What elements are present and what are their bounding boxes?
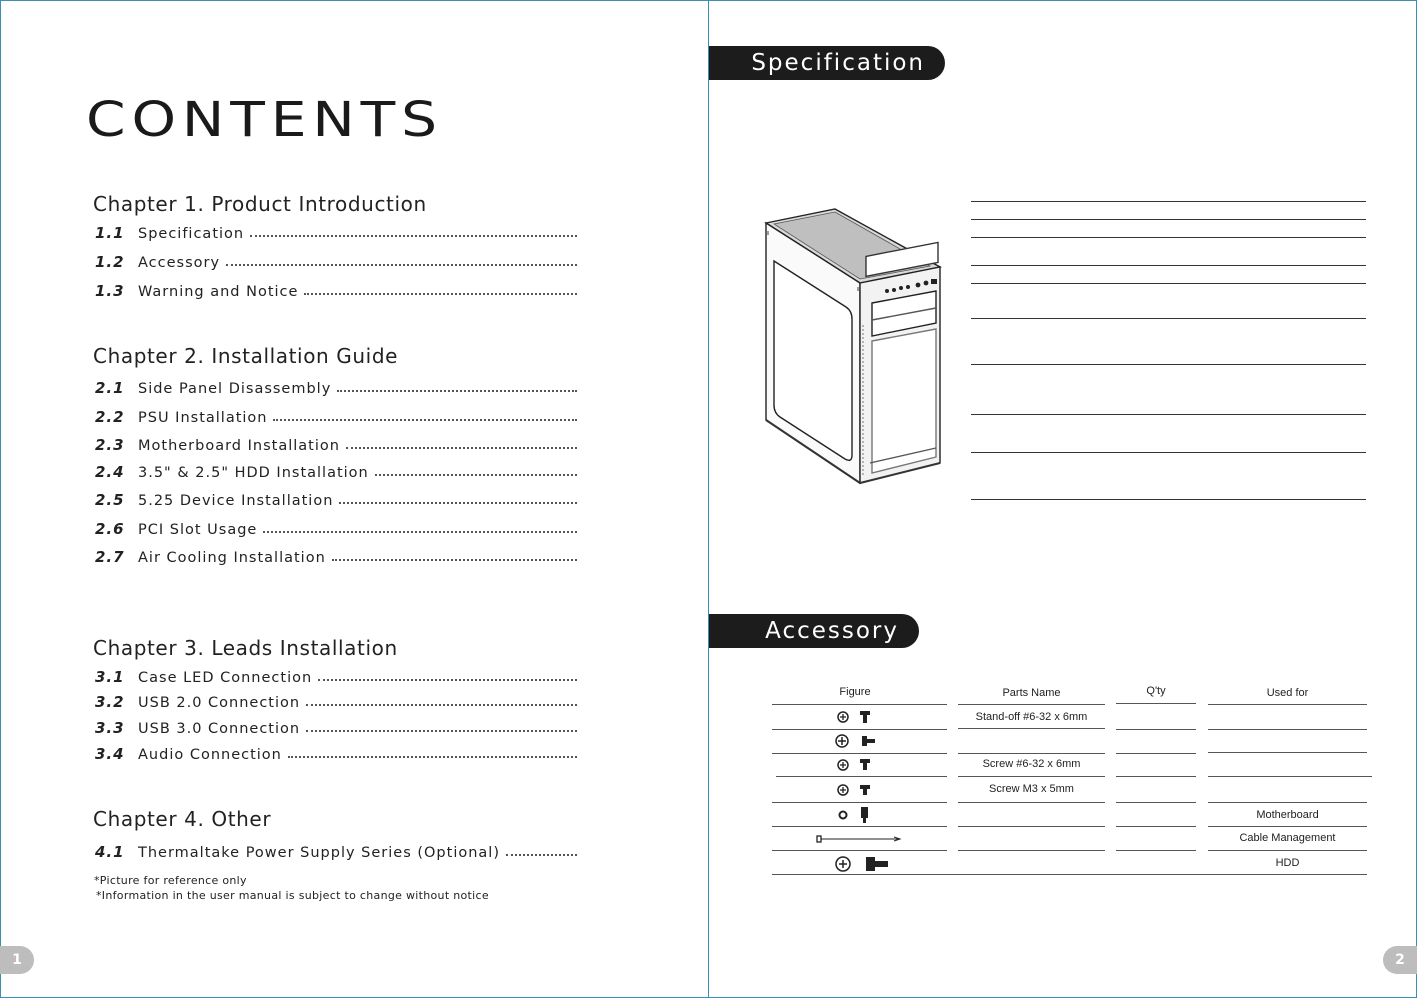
part-name-cell: Stand-off #6-32 x 6mm <box>975 711 1088 723</box>
spec-table-line <box>971 219 1366 220</box>
toc-label: PCI Slot Usage <box>138 522 258 538</box>
table-rule <box>1208 752 1367 753</box>
part-name-cell: Screw M3 x 5mm <box>989 783 1074 795</box>
toc-label: 5.25 Device Installation <box>138 493 334 509</box>
toc-leader-dots <box>250 235 577 237</box>
toc-number: 2.5 <box>95 491 125 509</box>
toc-item-2-7[interactable] <box>95 546 577 566</box>
chapter-1-title: Chapter 1. Product Introduction <box>93 192 427 216</box>
cable-tie-icon <box>816 834 902 844</box>
spec-table-line <box>971 283 1366 284</box>
table-rule <box>776 776 947 777</box>
table-rule <box>1208 729 1367 730</box>
column-header-figure: Figure <box>839 686 871 698</box>
toc-item-3-2[interactable] <box>95 691 577 711</box>
table-rule <box>772 826 947 827</box>
toc-label: USB 2.0 Connection <box>138 695 301 711</box>
column-header-used-for: Used for <box>1266 687 1309 699</box>
table-rule <box>1208 704 1367 705</box>
toc-leader-dots <box>226 264 577 266</box>
toc-label: Air Cooling Installation <box>138 550 326 566</box>
toc-label: USB 3.0 Connection <box>138 721 301 737</box>
note-picture-reference: *Picture for reference only <box>94 874 247 887</box>
page-number-left: 1 <box>0 946 34 974</box>
toc-label: Case LED Connection <box>138 670 313 686</box>
chapter-4-title: Chapter 4. Other <box>93 807 272 831</box>
page-number-right: 2 <box>1383 946 1417 974</box>
accessory-heading: Accessory <box>709 614 919 648</box>
toc-item-1-3[interactable] <box>95 280 577 300</box>
spec-table-line <box>971 414 1366 415</box>
toc-leader-dots <box>506 854 577 856</box>
table-rule <box>772 753 947 754</box>
table-rule <box>1208 826 1367 827</box>
table-rule <box>772 704 947 705</box>
toc-item-3-4[interactable] <box>95 743 577 763</box>
toc-leader-dots <box>288 756 577 758</box>
spec-table-line <box>971 318 1366 319</box>
toc-item-2-1[interactable] <box>95 377 577 397</box>
spec-table-line <box>971 265 1366 266</box>
toc-number: 3.2 <box>95 693 125 711</box>
spec-table-line <box>971 452 1366 453</box>
note-information-change: *Information in the user manual is subject to change without notice <box>96 889 489 902</box>
toc-number: 3.1 <box>95 668 125 686</box>
toc-leader-dots <box>306 704 577 706</box>
toc-item-2-6[interactable] <box>95 518 577 538</box>
toc-number: 2.7 <box>95 548 125 566</box>
standoff-screw-icon <box>836 709 876 725</box>
spec-table-line <box>971 499 1366 500</box>
toc-leader-dots <box>263 531 577 533</box>
table-rule <box>958 802 1105 803</box>
toc-number: 2.3 <box>95 436 125 454</box>
toc-label: Thermaltake Power Supply Series (Optional) <box>138 845 500 861</box>
table-rule <box>1116 802 1196 803</box>
toc-item-4-1[interactable] <box>95 841 577 861</box>
toc-number: 4.1 <box>95 843 125 861</box>
toc-number: 1.3 <box>95 282 125 300</box>
specification-heading: Specification <box>709 46 945 80</box>
toc-item-2-3[interactable] <box>95 434 577 454</box>
table-rule <box>1116 776 1196 777</box>
table-rule <box>958 704 1105 705</box>
table-rule <box>958 753 1105 754</box>
toc-label: Warning and Notice <box>138 284 299 300</box>
toc-label: Side Panel Disassembly <box>138 381 332 397</box>
table-rule <box>1208 776 1372 777</box>
toc-item-1-2[interactable] <box>95 251 577 271</box>
hdd-screw-icon <box>834 854 890 874</box>
toc-item-3-1[interactable] <box>95 666 577 686</box>
pc-case-illustration <box>760 205 950 490</box>
table-rule <box>1116 850 1196 851</box>
table-rule <box>772 850 947 851</box>
toc-label: PSU Installation <box>138 410 268 426</box>
column-header-parts-name: Parts Name <box>1002 687 1061 699</box>
part-name-cell: Screw #6-32 x 6mm <box>982 758 1081 770</box>
table-rule <box>772 802 947 803</box>
toc-leader-dots <box>318 679 577 681</box>
toc-number: 1.2 <box>95 253 125 271</box>
table-rule <box>958 728 1105 729</box>
chapter-3-title: Chapter 3. Leads Installation <box>93 636 398 660</box>
thumb-screw-icon <box>834 733 880 749</box>
toc-number: 1.1 <box>95 224 125 242</box>
used-for-cell: Motherboard <box>1256 809 1319 821</box>
page-divider <box>708 0 709 998</box>
table-rule <box>958 776 1105 777</box>
screw-m3-icon <box>836 782 876 798</box>
toc-leader-dots <box>339 502 577 504</box>
table-rule <box>958 826 1105 827</box>
spec-table-line <box>971 364 1366 365</box>
toc-number: 2.1 <box>95 379 125 397</box>
toc-number: 2.2 <box>95 408 125 426</box>
chapter-2-title: Chapter 2. Installation Guide <box>93 344 399 368</box>
toc-label: 3.5" & 2.5" HDD Installation <box>138 465 369 481</box>
toc-leader-dots <box>306 730 577 732</box>
toc-item-2-4[interactable] <box>95 461 577 481</box>
table-rule <box>772 729 947 730</box>
spec-table-line <box>971 237 1366 238</box>
toc-leader-dots <box>332 559 577 561</box>
table-rule <box>1116 753 1196 754</box>
toc-label: Motherboard Installation <box>138 438 340 454</box>
toc-leader-dots <box>337 390 577 392</box>
toc-number: 3.4 <box>95 745 125 763</box>
column-header-qty: Q'ty <box>1146 685 1166 697</box>
toc-label: Specification <box>138 226 245 242</box>
toc-label: Audio Connection <box>138 747 282 763</box>
toc-label: Accessory <box>138 255 221 271</box>
screw-6-32-icon <box>836 757 876 773</box>
toc-leader-dots <box>273 419 577 421</box>
contents-title: CONTENTS <box>86 92 444 148</box>
table-rule <box>1116 826 1196 827</box>
toc-leader-dots <box>375 474 577 476</box>
spec-table-line <box>971 201 1366 202</box>
standoff-icon <box>836 806 876 824</box>
table-rule <box>1208 850 1367 851</box>
used-for-cell: HDD <box>1275 857 1300 869</box>
toc-number: 3.3 <box>95 719 125 737</box>
toc-item-3-3[interactable] <box>95 717 577 737</box>
toc-item-1-1[interactable] <box>95 222 577 242</box>
table-rule <box>772 874 1367 875</box>
used-for-cell: Cable Management <box>1239 832 1336 844</box>
toc-leader-dots <box>346 447 577 449</box>
table-rule <box>958 850 1105 851</box>
table-rule <box>1116 729 1196 730</box>
toc-leader-dots <box>304 293 577 295</box>
toc-number: 2.6 <box>95 520 125 538</box>
toc-item-2-5[interactable] <box>95 489 577 509</box>
toc-number: 2.4 <box>95 463 125 481</box>
toc-item-2-2[interactable] <box>95 406 577 426</box>
table-rule <box>1116 703 1196 704</box>
table-rule <box>1208 802 1367 803</box>
